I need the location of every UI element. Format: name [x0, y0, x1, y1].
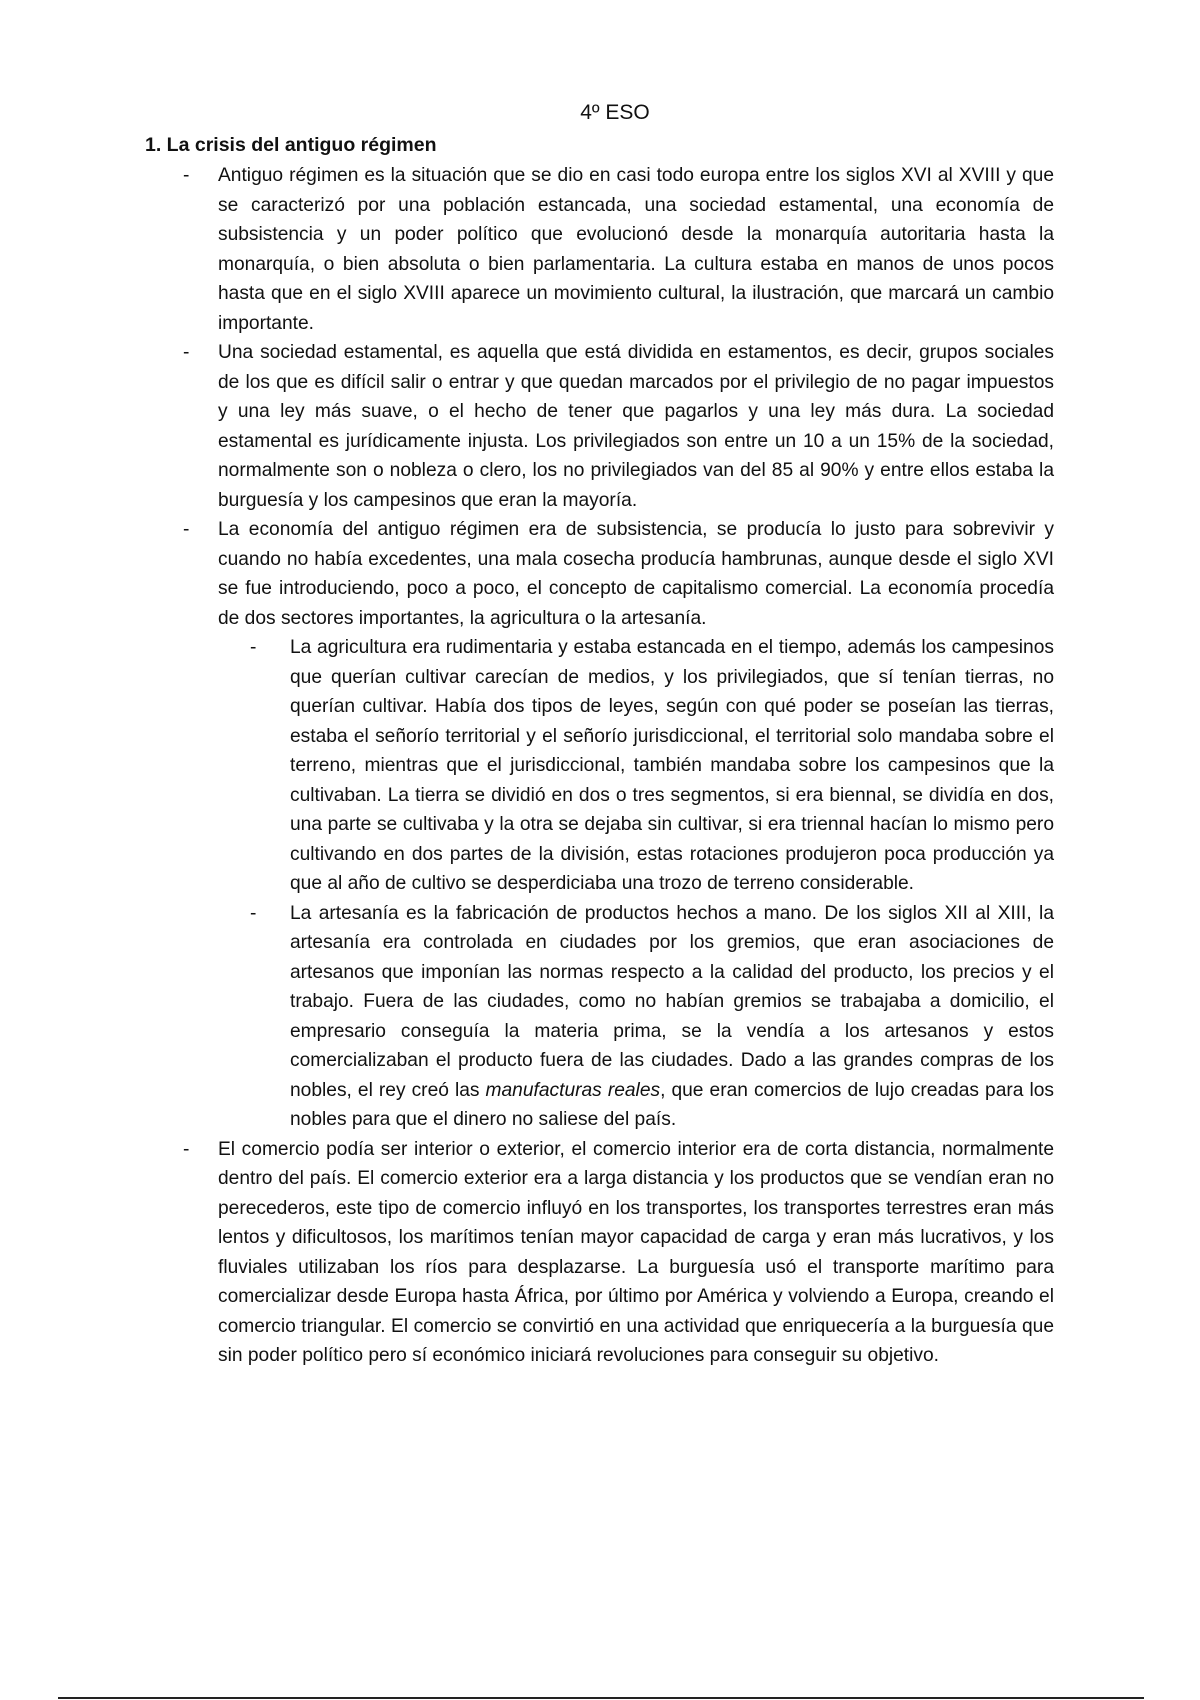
paragraph-text: La artesanía es la fabricación de productos hechos a mano. De los siglos XII al XIII, la artesanía era controlada en ciudades por los gremios, que eran asociaciones de artesanos que imponían las normas respecto a la calidad del producto, los precios y el trabajo. Fuera de las ciudades, como no habían gremios se trabajaba a domicilio, el empresario conseguía la materia prima, se la vendía a los artesanos y estos comercializaban el producto fuera de las ciudades. Dado a las grandes compras de los nobles, el rey creó las: [290, 902, 1054, 1101]
dash-bullet-icon: -: [183, 519, 190, 540]
footer-divider: [58, 1697, 1144, 1699]
dash-bullet-icon: -: [183, 342, 190, 363]
sub-list-item-agricultura: [250, 633, 1054, 899]
paragraph-text: , que eran comercios de lujo creadas para los nobles para que el dinero no saliese del país.: [290, 1079, 1055, 1130]
dash-bullet-icon: -: [250, 637, 257, 658]
paragraph-text: Antiguo régimen es la situación que se dio en casi todo europa entre los siglos XVI al XVIII y que se caracterizó por una población estancada, una sociedad estamental, una economía de subsistencia y un poder político que evolucionó desde la monarquía autoritaria hasta la monarquía, o bien absoluta o bien parlamentaria. La cultura estaba en manos de unos pocos hasta que en el siglo XVIII aparece un movimiento cultural, la ilustración, que marcará un cambio importante.: [218, 165, 1054, 334]
list-item-economia: [183, 515, 1054, 1135]
paragraph-text: Una sociedad estamental, es aquella que está dividida en estamentos, es decir, grupos sociales de los que es difícil salir o entrar y que quedan marcados por el privilegio de no pagar impuestos y una ley más suave, o el hecho de tener que pagarlos y una ley más dura. La sociedad estamental es jurídicamente injusta. Los privilegiados son entre un 10 a un 15% de la sociedad, normalmente son o nobleza o clero, los no privilegiados van del 85 al 90% y entre ellos estaba la burguesía y los campesinos que eran la mayoría.: [218, 342, 1054, 511]
sub-bullet-list: [250, 633, 1054, 1135]
bullet-list: [183, 161, 1054, 1371]
document-title: 4º ESO: [580, 101, 650, 124]
dash-bullet-icon: -: [250, 902, 257, 924]
list-item-sociedad-estamental: [183, 338, 1054, 515]
dash-bullet-icon: -: [183, 1138, 190, 1160]
sub-list-item-artesania: [250, 899, 1054, 1135]
list-item-antiguo-regimen: [183, 161, 1054, 338]
paragraph-text: La agricultura era rudimentaria y estaba estancada en el tiempo, además los campesinos que querían cultivar carecían de medios, y los privilegiados, que sí tenían tierras, no querían cultivar. Había dos tipos de leyes, según con qué poder se poseían las tierras, estaba el señorío territorial y el señorío jurisdiccional, el territorial solo mandaba sobre el terreno, mientras que el jurisdiccional, también mandaba sobre los campesinos que la cultivaban. La tierra se dividió en dos o tres segmentos, si era biennal, se dividía en dos, una parte se cultivaba y la otra se dejaba sin cultivar, si era triennal hacían lo mismo pero cultivando en dos partes de la división, estas rotaciones produjeron poca producción ya que al año de cultivo se desperdiciaba una trozo de terreno considerable.: [290, 637, 1054, 894]
paragraph-text: La economía del antiguo régimen era de subsistencia, se producía lo justo para sobrevivir y cuando no había excedentes, una mala cosecha producía hambrunas, aunque desde el siglo XVI se fue introduciendo, poco a poco, el concepto de capitalismo comercial. La economía procedía de dos sectores importantes, la agricultura o la artesanía.: [218, 519, 1054, 629]
italic-term: manufacturas reales: [485, 1079, 661, 1101]
document-body: [183, 161, 1054, 1371]
list-item-comercio: [183, 1135, 1054, 1371]
paragraph-text: El comercio podía ser interior o exterior, el comercio interior era de corta distancia, normalmente dentro del país. El comercio exterior era a larga distancia y los productos que se vendían eran no perecederos, este tipo de comercio influyó en los transportes, los transportes terrestres eran más lentos y dificultosos, los marítimos tenían mayor capacidad de carga y eran más lucrativos, y los fluviales utilizaban los ríos para desplazarse. La burguesía usó el transporte marítimo para comercializar desde Europa hasta África, por último por América y volviendo a Europa, creando el comercio triangular. El comercio se convirtió en una actividad que enriquecería a la burguesía que sin poder político pero sí económico iniciará revoluciones para conseguir su objetivo.: [218, 1138, 1054, 1366]
dash-bullet-icon: -: [183, 165, 190, 186]
section-heading: 1. La crisis del antiguo régimen: [145, 134, 437, 156]
